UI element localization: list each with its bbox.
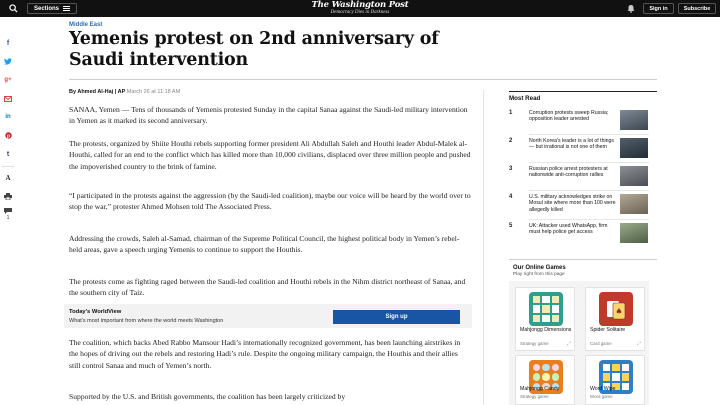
- print-icon[interactable]: [0, 187, 16, 206]
- byline-timestamp: March 26 at 11:18 AM: [126, 89, 181, 95]
- site-tagline: Democracy Dies in Darkness: [330, 10, 390, 15]
- google-plus-icon[interactable]: g+: [4, 77, 12, 84]
- games-top-rule: [509, 259, 657, 260]
- most-read-item[interactable]: [509, 166, 649, 188]
- share-toolbar: [0, 34, 16, 221]
- most-read-headline[interactable]: North Korea’s leader is a lot of things — but irrational is not one of them: [529, 138, 614, 151]
- article-paragraph: The protests come as fighting raged between the Saudi-led coalition and Houthi rebels in the Nihm district northeast of Sanaa, and the southern city of Taiz.: [69, 277, 466, 298]
- headline-divider: [69, 79, 657, 80]
- most-read-headline[interactable]: Russian police arrest protesters at nationwide anti-corruption rallies: [529, 166, 608, 179]
- most-read-headline[interactable]: U.S. military acknowledges strike on Mosul site where more than 100 were allegedly killed: [529, 194, 616, 213]
- linkedin-icon[interactable]: in: [5, 114, 11, 121]
- most-read-headline[interactable]: Corruption protests sweep Russia; opposition leader arrested: [529, 110, 609, 123]
- sections-menu-button[interactable]: [27, 3, 77, 14]
- byline: [69, 89, 180, 95]
- newsletter-signup-box: [64, 304, 472, 328]
- article-paragraph: “I participated in the protests against the aggression (by the Saudi-led coalition), maybe our voice will be heard by the world over to stop the war,” protester Ahmed Mohsen told The Associated Press.: [69, 191, 471, 212]
- online-games-subtitle: Play right from this page: [513, 272, 565, 277]
- article-paragraph: The coalition, which backs Abed Rabbo Mansour Hadi’s internationally recognized government, has been launching airstrikes in the hopes of driving out the rebels and restoring Hadi’s rule. Despite the ongoing military campaign, the Houthis and their allies still control Sanaa and much of Yemen’s north.: [69, 338, 461, 370]
- game-category: Strategy game: [520, 341, 549, 346]
- font-size-icon[interactable]: A: [5, 173, 11, 182]
- hamburger-icon: [63, 6, 70, 11]
- newsletter-signup-button[interactable]: Sign up: [333, 310, 460, 324]
- most-read-item[interactable]: [509, 194, 649, 216]
- most-read-number: 5: [509, 223, 513, 229]
- facebook-icon[interactable]: f: [6, 39, 10, 47]
- most-read-thumbnail[interactable]: [620, 194, 648, 214]
- most-read-number: 3: [509, 166, 513, 172]
- most-read-title: Most Read: [509, 95, 541, 102]
- masthead[interactable]: [300, 1, 420, 16]
- game-category: Strategy game: [520, 394, 549, 399]
- game-category: Card game: [590, 341, 612, 346]
- rail-divider: [483, 90, 484, 405]
- svg-text:♠: ♠: [615, 307, 623, 316]
- game-icon: [599, 292, 633, 326]
- twitter-icon[interactable]: [0, 53, 16, 72]
- game-category: Word game: [590, 394, 613, 399]
- byline-author[interactable]: By Ahmed Al-Haj | AP: [69, 89, 126, 95]
- article-paragraph: Addressing the crowds, Saleh al-Samad, chairman of the Supreme Political Council, the highest political body in Yemen’s rebel-held areas, gave a speech urging Yemenis to continue to support the Houthis.: [69, 234, 460, 255]
- site-logo: The Washington Post: [311, 0, 409, 10]
- subscribe-button[interactable]: Subscribe: [678, 3, 716, 14]
- most-read-thumbnail[interactable]: [620, 110, 648, 130]
- most-read-top-rule: [509, 91, 657, 92]
- game-card[interactable]: [585, 287, 645, 351]
- sign-in-button[interactable]: Sign in: [643, 3, 674, 14]
- most-read-thumbnail[interactable]: [620, 138, 648, 158]
- article-headline: Yemenis protest on 2nd anniversary of Saudi intervention: [69, 29, 439, 70]
- most-read-number: 1: [509, 110, 513, 116]
- most-read-thumbnail[interactable]: [620, 223, 648, 243]
- most-read-item[interactable]: [509, 110, 649, 132]
- notification-bell-icon[interactable]: [627, 4, 635, 13]
- comments-icon[interactable]: [0, 206, 16, 216]
- most-read-number: 2: [509, 138, 513, 144]
- expand-icon: ⤢: [636, 341, 641, 347]
- most-read-item[interactable]: [509, 223, 649, 245]
- email-icon[interactable]: [0, 90, 16, 109]
- game-name: Spider Solitaire: [590, 327, 626, 333]
- game-name: Mahjongg Dimensions: [520, 327, 572, 333]
- top-nav-bar: [0, 0, 720, 17]
- game-name: Mahjongg Candy: [520, 386, 560, 392]
- most-read-number: 4: [509, 194, 513, 200]
- most-read-item[interactable]: [509, 138, 649, 160]
- newsletter-title: Today's WorldView: [69, 309, 122, 315]
- game-card[interactable]: [515, 287, 575, 351]
- section-kicker[interactable]: Middle East: [69, 22, 103, 28]
- search-button[interactable]: [6, 2, 20, 15]
- game-name: Word Wipe: [590, 386, 616, 392]
- expand-icon: ⤢: [566, 341, 571, 347]
- article-paragraph: SANAA, Yemen — Tens of thousands of Yemenis protested Sunday in the capital Sanaa against the Saudi-led military intervention in Yemen as it marked its second anniversary.: [69, 105, 468, 126]
- sections-label: Sections: [33, 5, 59, 12]
- most-read-headline[interactable]: UK: Attacker used WhatsApp, firm must help police get access: [529, 223, 608, 236]
- article-paragraph: The protests, organized by Shiite Houthi rebels supporting former president Ali Abdullah Saleh and Houthi leader Abdul-Malek al-Houthi, called for an end to the conflict which has killed more than 10,000 civilians, displaced over three million people and pushed the impoverished country to the brink of famine.: [69, 139, 471, 171]
- tumblr-icon[interactable]: t: [6, 150, 10, 158]
- game-icon: [529, 292, 563, 326]
- comment-count[interactable]: 1: [6, 214, 10, 221]
- search-icon: [9, 4, 18, 13]
- most-read-thumbnail[interactable]: [620, 166, 648, 186]
- game-card[interactable]: [515, 355, 575, 405]
- game-card[interactable]: [585, 355, 645, 405]
- newsletter-subtitle: What's most important from where the world meets Washington: [69, 318, 224, 324]
- article-paragraph: Supported by the U.S. and British governments, the coalition has been largely criticized by: [69, 392, 346, 401]
- pinterest-icon[interactable]: [0, 127, 16, 146]
- svg-text:p: p: [6, 133, 10, 140]
- online-games-title: Our Online Games: [513, 265, 566, 271]
